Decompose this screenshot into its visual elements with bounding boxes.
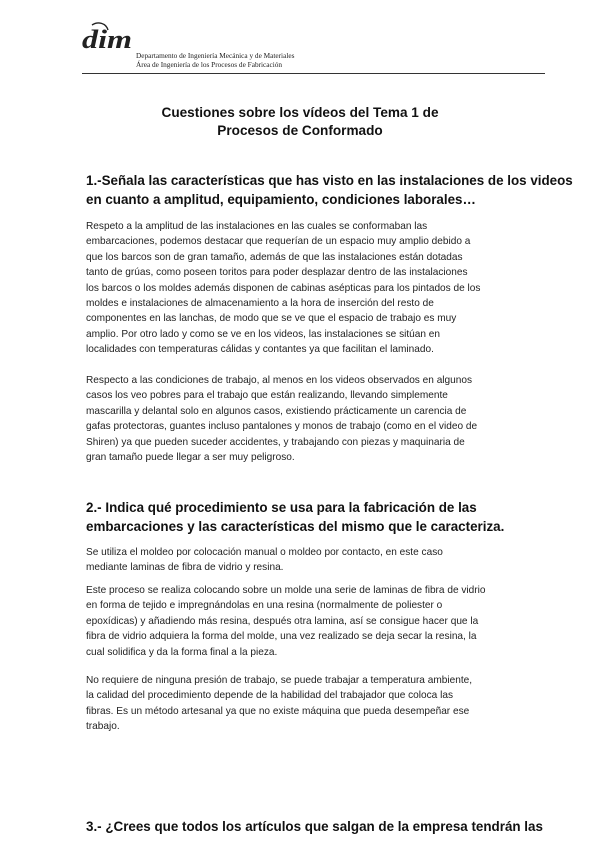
question-1-line-2: en cuanto a amplitud, equipamiento, condiciones laborales…	[86, 191, 476, 207]
text-line: Este proceso se realiza colocando sobre un molde una serie de laminas de fibra de vidrio	[86, 585, 486, 596]
title-line-2: Procesos de Conformado	[217, 123, 383, 138]
logo-text: dim	[82, 25, 132, 54]
text-line: mascarilla y delantal solo en algunos casos, existiendo prácticamente un carencia de	[86, 405, 467, 417]
department-line-2: Área de Ingeniería de los Procesos de Fabricación	[136, 60, 283, 69]
text-line: No requiere de ninguna presión de trabajo, se puede trabajar a temperatura ambiente,	[86, 675, 473, 686]
text-line: fibras. Es un método artesanal ya que no existe máquina que pueda desempeñar ese	[86, 705, 470, 717]
text-line: los barcos o los moldes además disponen de cabinas asépticas para los pintados de los	[86, 282, 481, 294]
text-line: Respeto a la amplitud de las instalaciones en las cuales se conformaban las	[86, 221, 428, 232]
title-line-1: Cuestiones sobre los vídeos del Tema 1 de	[161, 105, 439, 120]
text-line: en forma de tejido e impregnándolas en una resina (normalmente de poliester o	[86, 600, 443, 612]
text-line: casos los veo pobres para el trabajo que están realizando, llevando simplemente	[86, 390, 448, 402]
text-line: que los barcos son de gran tamaño, además de que las instalaciones están dotadas	[86, 251, 463, 263]
text-line: Se utiliza el moldeo por colocación manual o moldeo por contacto, en este caso	[86, 547, 443, 558]
text-line: trabajo.	[86, 721, 120, 733]
text-line: fibra de vidrio adquiera la forma del molde, una vez realizado se deja secar la resina, la	[86, 631, 477, 643]
text-line: tanto de grúas, como poseen toritos para poder desplazar dentro de las instalaciones	[86, 267, 468, 279]
answer-1-paragraph-2	[86, 373, 477, 465]
answer-1-paragraph-1	[86, 219, 480, 358]
department-line-1: Departamento de Ingeniería Mecánica y de Materiales	[136, 51, 295, 60]
text-line: mediante laminas de fibra de vidrio y resina.	[86, 562, 284, 574]
question-2-line-2: embarcaciones y las características del mismo que le caracteriza.	[86, 518, 505, 534]
question-2	[86, 499, 504, 536]
answer-2-paragraph-2	[86, 583, 486, 660]
header-divider	[82, 73, 545, 74]
question-1	[86, 172, 573, 209]
text-line: la calidad del procedimiento depende de la habilidad del trabajador que coloca las	[86, 690, 453, 702]
page-header	[80, 20, 545, 76]
answer-2-paragraph-1	[86, 545, 443, 576]
question-3	[86, 818, 543, 837]
question-2-line-1: 2.- Indica qué procedimiento se usa para la fabricación de las	[86, 500, 477, 515]
question-3-line-1: 3.- ¿Crees que todos los artículos que salgan de la empresa tendrán las	[86, 819, 543, 834]
answer-2-paragraph-3	[86, 673, 472, 735]
text-line: amplio. Por otro lado y como se ve en los videos, las instalaciones se sitúan en	[86, 328, 441, 340]
text-line: Respecto a las condiciones de trabajo, al menos en los videos observados en algunos	[86, 375, 473, 386]
text-line: epoxídicas) y añadiendo más resina, después otra lamina, así se consigue hacer que la	[86, 615, 479, 627]
text-line: componentes en las lanchas, de modo que se ve que el espacio de trabajo es muy	[86, 313, 457, 325]
text-line: gran tamaño puede llegar a ser muy peligroso.	[86, 452, 295, 464]
text-line: gafas protectoras, guantes incluso pantalones y monos de trabajo (como en el video de	[86, 421, 478, 433]
text-line: embarcaciones, podemos destacar que requerían de un espacio muy amplio debido a	[86, 236, 471, 248]
text-line: moldes e instalaciones de almacenamiento a la hora de inserción del resto de	[86, 298, 434, 310]
text-line: localidades con temperaturas cálidas y contantes ya que facilitan el laminado.	[86, 344, 434, 356]
university-logo-icon	[80, 22, 136, 54]
text-line: cual solidifica y da la forma final a la pieza.	[86, 646, 278, 658]
question-1-line-1: 1.-Señala las características que has visto en las instalaciones de los videos	[86, 173, 573, 188]
document-title	[90, 104, 510, 140]
department-text	[136, 51, 294, 69]
text-line: Shiren) ya que pueden suceder accidentes, y trabajando con piezas y maquinaria de	[86, 436, 465, 448]
